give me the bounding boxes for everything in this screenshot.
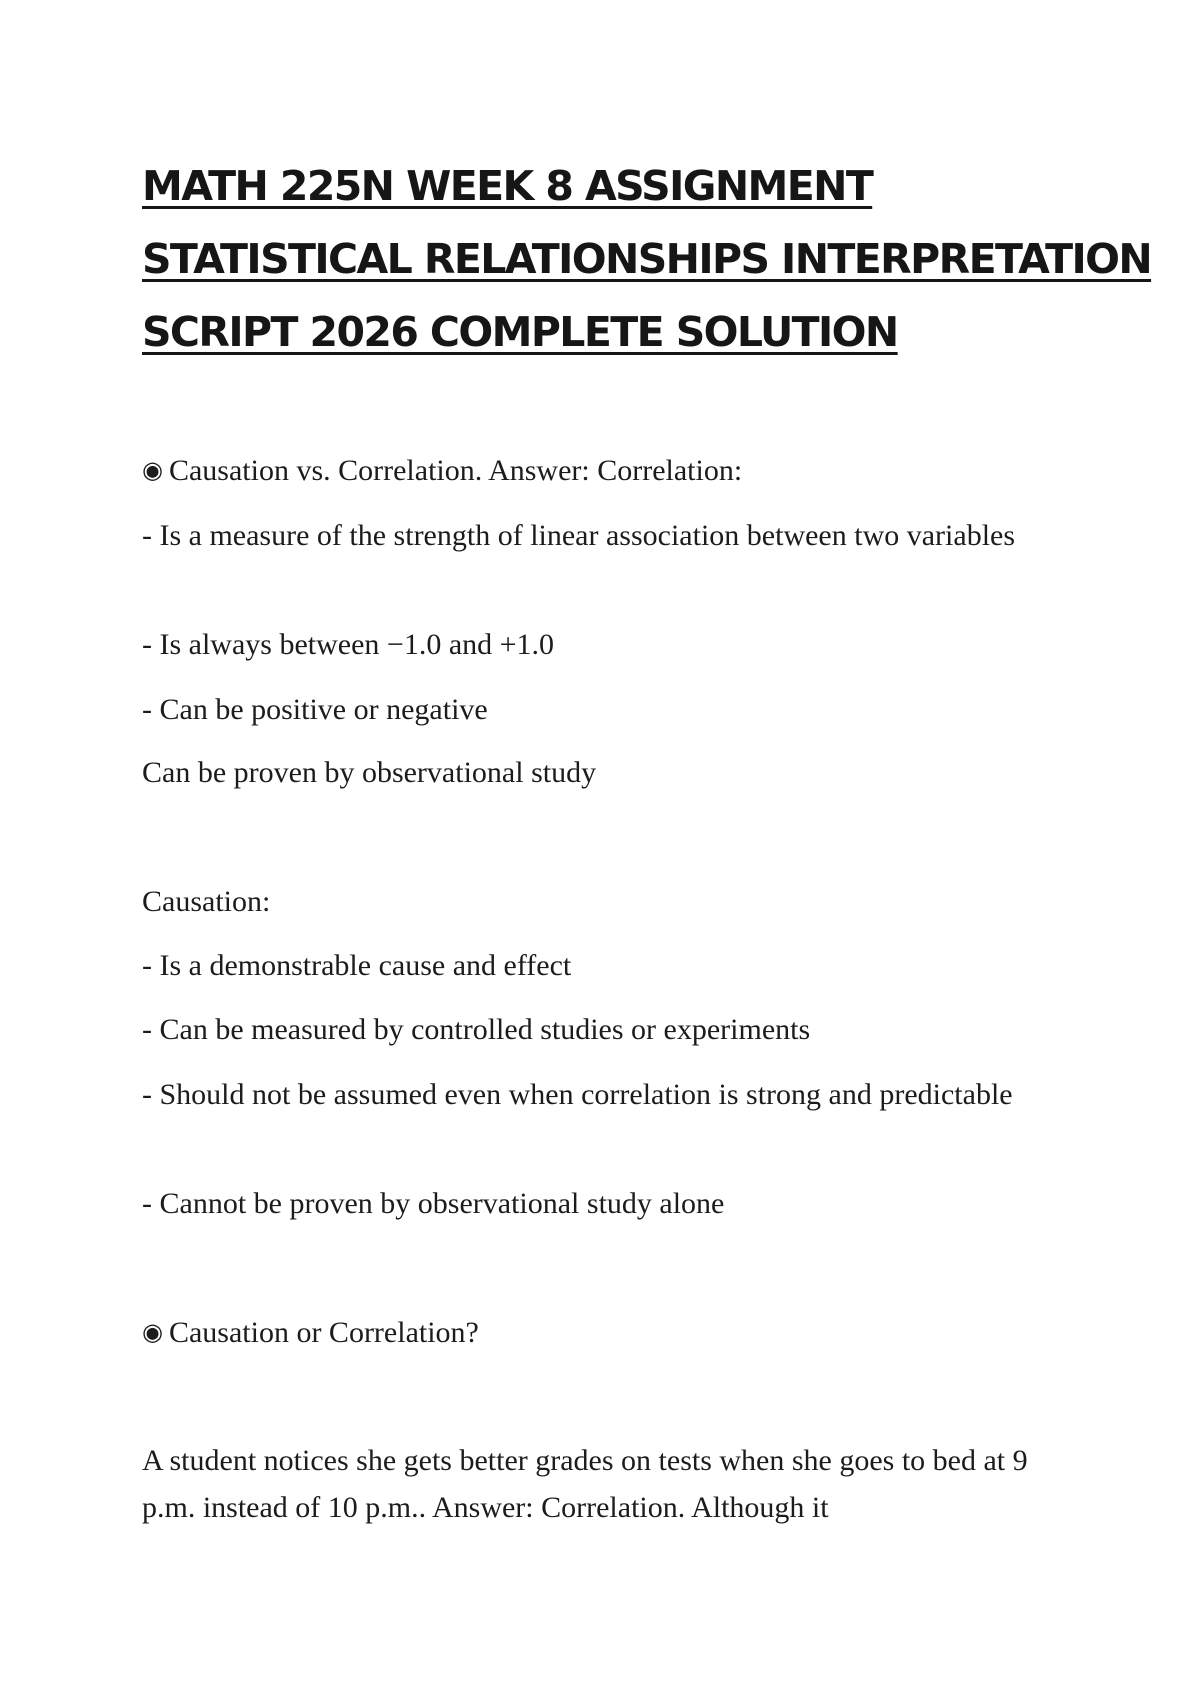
correlation-point-1: - Is a measure of the strength of linear association between two variables <box>142 519 1016 552</box>
correlation-point-2: - Is always between −1.0 and +1.0 <box>142 628 555 661</box>
question-1-text: Causation vs. Correlation. Answer: Correlation: <box>168 454 743 487</box>
correlation-point-3: - Can be positive or negative <box>142 693 488 726</box>
title-line-1: MATH 225N WEEK 8 ASSIGNMENT <box>142 162 873 210</box>
document-title <box>142 150 1152 369</box>
bullet-icon: ◉ <box>142 456 163 484</box>
bullet-icon: ◉ <box>142 1318 163 1346</box>
causation-point-4: - Cannot be proven by observational study alone <box>142 1187 725 1220</box>
question-2-scenario: A student notices she gets better grades on tests when she goes to bed at 9 p.m. instead of 10 p.m.. Answer: Correlation. Although it <box>142 1444 1028 1524</box>
causation-label: Causation: <box>142 885 271 918</box>
causation-point-1: - Is a demonstrable cause and effect <box>142 949 572 982</box>
title-line-3: SCRIPT 2026 COMPLETE SOLUTION <box>142 308 898 356</box>
question-2-heading <box>142 1309 1042 1358</box>
causation-point-2: - Can be measured by controlled studies or experiments <box>142 1013 811 1046</box>
causation-point-3: - Should not be assumed even when correlation is strong and predictable <box>142 1078 1013 1111</box>
correlation-point-4: Can be proven by observational study <box>142 756 597 789</box>
title-line-2: STATISTICAL RELATIONSHIPS INTERPRETATION <box>142 235 1152 283</box>
question-2-text: Causation or Correlation? <box>168 1316 479 1349</box>
question-1-heading <box>142 447 1042 496</box>
